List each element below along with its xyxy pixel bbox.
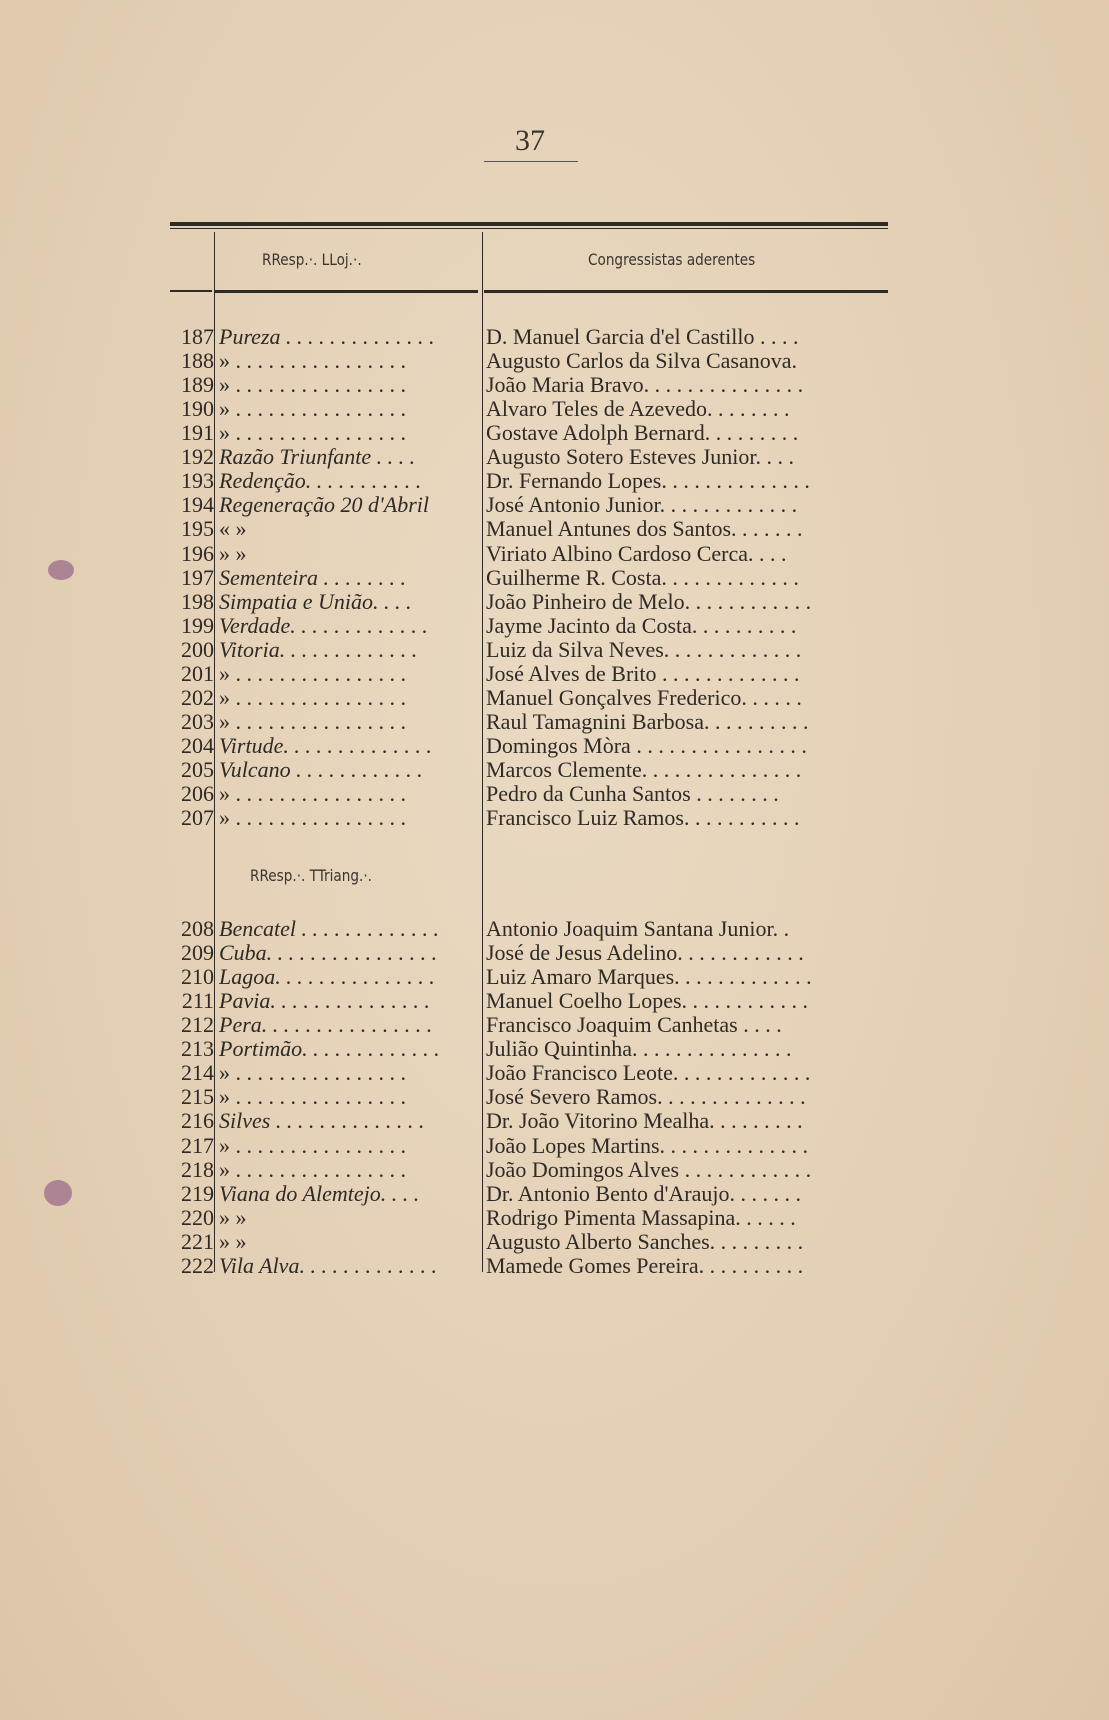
member-name: Luiz Amaro Marques. . . . . . . . . . . . . (486, 965, 812, 990)
row-number: 216 (181, 1108, 214, 1134)
member-name: D. Manuel Garcia d'el Castillo . . . . (486, 325, 799, 349)
member-name: José de Jesus Adelino. . . . . . . . . . . . (486, 941, 804, 966)
member-name: Marcos Clemente. . . . . . . . . . . . . . . (486, 758, 802, 783)
member-name: Manuel Gonçalves Frederico. . . . . . (486, 685, 802, 710)
member-name: João Maria Bravo. . . . . . . . . . . . . . . (486, 373, 804, 398)
lodge-name: Virtude. . . . . . . . . . . . . . (219, 734, 432, 759)
member-name: Augusto Sotero Esteves Junior. . . . (486, 445, 794, 470)
table-row (160, 373, 890, 397)
member-name: Guilherme R. Costa. . . . . . . . . . . . . (486, 565, 799, 590)
table-row (160, 1109, 890, 1133)
member-name: Dr. Fernando Lopes. . . . . . . . . . . . . . (486, 469, 810, 494)
lodge-name: Viana do Alemtejo. . . . (219, 1181, 420, 1206)
page-number-underline (484, 161, 578, 162)
row-number: 219 (181, 1180, 214, 1206)
member-name: Manuel Coelho Lopes. . . . . . . . . . . . (486, 989, 809, 1014)
lodge-name: » . . . . . . . . . . . . . . . . (219, 1157, 406, 1182)
row-number: 199 (181, 612, 214, 638)
table-row (160, 686, 890, 710)
member-name: Manuel Antunes dos Santos. . . . . . . (486, 517, 803, 542)
member-name: Alvaro Teles de Azevedo. . . . . . . . (486, 397, 790, 422)
table-row (160, 1013, 890, 1037)
row-number: 217 (181, 1132, 214, 1158)
lodge-name: Pavia. . . . . . . . . . . . . . . (219, 989, 430, 1014)
lodge-name: Vila Alva. . . . . . . . . . . . . (219, 1253, 437, 1278)
row-number: 205 (181, 757, 214, 783)
row-number: 194 (181, 492, 214, 518)
member-name: Dr. Antonio Bento d'Araujo. . . . . . . (486, 1181, 802, 1206)
table-row (160, 710, 890, 734)
row-number: 196 (181, 540, 214, 566)
row-number: 187 (181, 324, 214, 349)
lodge-name: » » (219, 1229, 247, 1254)
row-number: 222 (181, 1252, 214, 1278)
table-row (160, 917, 890, 941)
table-row (160, 517, 890, 541)
lodge-name: Cuba. . . . . . . . . . . . . . . . (219, 941, 438, 966)
table-row (160, 542, 890, 566)
lodge-name: » . . . . . . . . . . . . . . . . (219, 373, 406, 398)
member-name: Francisco Joaquim Canhetas . . . . (486, 1013, 782, 1038)
member-name: Raul Tamagnini Barbosa. . . . . . . . . . (486, 709, 809, 734)
lodge-name: Lagoa. . . . . . . . . . . . . . . (219, 965, 435, 990)
row-number: 197 (181, 564, 214, 590)
lodge-name: » . . . . . . . . . . . . . . . . (219, 397, 406, 422)
member-name: José Antonio Junior. . . . . . . . . . . . . (486, 493, 798, 518)
lodge-name: » . . . . . . . . . . . . . . . . (219, 782, 406, 807)
row-number: 189 (181, 372, 214, 398)
row-number: 214 (181, 1060, 214, 1086)
table-row (160, 989, 890, 1013)
lodge-name: » . . . . . . . . . . . . . . . . (219, 806, 406, 831)
row-number: 218 (181, 1156, 214, 1182)
lodge-name: Redenção. . . . . . . . . . . (219, 469, 422, 494)
row-number: 202 (181, 684, 214, 710)
member-name: Domingos Mòra . . . . . . . . . . . . . . . . (486, 734, 807, 759)
member-name: Augusto Carlos da Silva Casanova. (486, 349, 798, 374)
lodge-name: » . . . . . . . . . . . . . . . . (219, 709, 406, 734)
row-number: 208 (181, 916, 214, 941)
table-row (160, 638, 890, 662)
member-name: João Domingos Alves . . . . . . . . . . . . (486, 1157, 812, 1182)
row-number: 209 (181, 940, 214, 966)
row-number: 201 (181, 660, 214, 686)
lodge-name: » » (219, 1205, 247, 1230)
row-number: 192 (181, 444, 214, 470)
table-row (160, 1230, 890, 1254)
table-row (160, 493, 890, 517)
table-row (160, 349, 890, 373)
table-row (160, 1061, 890, 1085)
row-number: 221 (181, 1228, 214, 1254)
member-name: Gostave Adolph Bernard. . . . . . . . . (486, 421, 799, 446)
member-name: Dr. João Vitorino Mealha. . . . . . . . . (486, 1109, 803, 1134)
lodge-name: Vitoria. . . . . . . . . . . . . (219, 637, 418, 662)
member-name: João Pinheiro de Melo. . . . . . . . . . . . (486, 589, 812, 614)
lodge-name: Verdade. . . . . . . . . . . . . (219, 613, 428, 638)
table-row (160, 941, 890, 965)
lodge-name: Bencatel . . . . . . . . . . . . . (219, 917, 439, 941)
lodge-name: « » (219, 517, 247, 542)
row-number: 190 (181, 396, 214, 422)
member-name: Antonio Joaquim Santana Junior. . (486, 917, 790, 941)
lodges-column-header: RResp.·. LLoj.·. (262, 250, 362, 269)
lodge-name: Razão Triunfante . . . . (219, 445, 416, 470)
lodge-name: Silves . . . . . . . . . . . . . . (219, 1109, 425, 1134)
lodge-name: Regeneração 20 d'Abril (219, 493, 429, 518)
row-number: 204 (181, 733, 214, 759)
row-number: 191 (181, 420, 214, 446)
row-number: 198 (181, 588, 214, 614)
table-row (160, 806, 890, 830)
member-name: Pedro da Cunha Santos . . . . . . . . (486, 782, 779, 807)
row-number: 211 (181, 988, 214, 1014)
row-number: 193 (181, 468, 214, 494)
lodge-name: Portimão. . . . . . . . . . . . . (219, 1037, 440, 1062)
triangles-subheading: RResp.·. TTriang.·. (250, 866, 372, 885)
member-name: Viriato Albino Cardoso Cerca. . . . (486, 541, 787, 566)
row-number: 210 (181, 964, 214, 990)
row-number: 207 (181, 805, 214, 831)
table-row (160, 758, 890, 782)
member-name: José Severo Ramos. . . . . . . . . . . . . . (486, 1085, 806, 1110)
lodge-name: Vulcano . . . . . . . . . . . . (219, 758, 423, 783)
member-name: Luiz da Silva Neves. . . . . . . . . . . . . (486, 637, 802, 662)
ink-stain (44, 1180, 72, 1206)
member-name: João Lopes Martins. . . . . . . . . . . . . . (486, 1133, 809, 1158)
table-row (160, 965, 890, 989)
table-row (160, 782, 890, 806)
lodge-name: » . . . . . . . . . . . . . . . . (219, 661, 406, 686)
lodge-name: Pera. . . . . . . . . . . . . . . . (219, 1013, 433, 1038)
ink-stain (48, 560, 74, 580)
lodge-name: » . . . . . . . . . . . . . . . . (219, 1085, 406, 1110)
member-name: Mamede Gomes Pereira. . . . . . . . . . (486, 1253, 804, 1278)
row-number: 212 (181, 1012, 214, 1038)
row-number: 188 (181, 348, 214, 374)
table-row (160, 1085, 890, 1109)
lodge-name: Simpatia e União. . . . (219, 589, 412, 614)
row-number: 213 (181, 1036, 214, 1062)
table-row (160, 1182, 890, 1206)
member-name: Jayme Jacinto da Costa. . . . . . . . . . (486, 613, 797, 638)
table-row (160, 1206, 890, 1230)
table-row (160, 566, 890, 590)
lodge-name: » . . . . . . . . . . . . . . . . (219, 421, 406, 446)
table-row (160, 590, 890, 614)
member-name: Rodrigo Pimenta Massapina. . . . . . (486, 1205, 796, 1230)
lodge-name: » . . . . . . . . . . . . . . . . (219, 685, 406, 710)
row-number: 203 (181, 708, 214, 734)
page-number: 37 (515, 124, 545, 157)
member-name: Augusto Alberto Sanches. . . . . . . . . (486, 1229, 804, 1254)
lodge-name: » » (219, 541, 247, 566)
row-number: 206 (181, 781, 214, 807)
table-row (160, 325, 890, 349)
row-number: 220 (181, 1204, 214, 1230)
member-name: José Alves de Brito . . . . . . . . . . . . . (486, 661, 800, 686)
row-number: 215 (181, 1084, 214, 1110)
table-row (160, 1158, 890, 1182)
lodge-name: Sementeira . . . . . . . . (219, 565, 406, 590)
members-column-header: Congressistas aderentes (588, 250, 756, 269)
table-row (160, 1037, 890, 1061)
table-row (160, 614, 890, 638)
lodge-name: Pureza . . . . . . . . . . . . . . (219, 325, 435, 349)
lodge-name: » . . . . . . . . . . . . . . . . (219, 349, 406, 374)
row-number: 195 (181, 516, 214, 542)
table-row (160, 421, 890, 445)
table-row (160, 1134, 890, 1158)
table-row (160, 469, 890, 493)
member-name: Francisco Luiz Ramos. . . . . . . . . . . (486, 806, 800, 831)
lodge-name: » . . . . . . . . . . . . . . . . (219, 1133, 406, 1158)
row-number: 200 (181, 636, 214, 662)
table-row (160, 397, 890, 421)
table-row (160, 1254, 890, 1278)
table-row (160, 734, 890, 758)
member-name: João Francisco Leote. . . . . . . . . . . . . (486, 1061, 811, 1086)
lodge-name: » . . . . . . . . . . . . . . . . (219, 1061, 406, 1086)
table-row (160, 445, 890, 469)
member-name: Julião Quintinha. . . . . . . . . . . . . . . (486, 1037, 792, 1062)
table-row (160, 662, 890, 686)
